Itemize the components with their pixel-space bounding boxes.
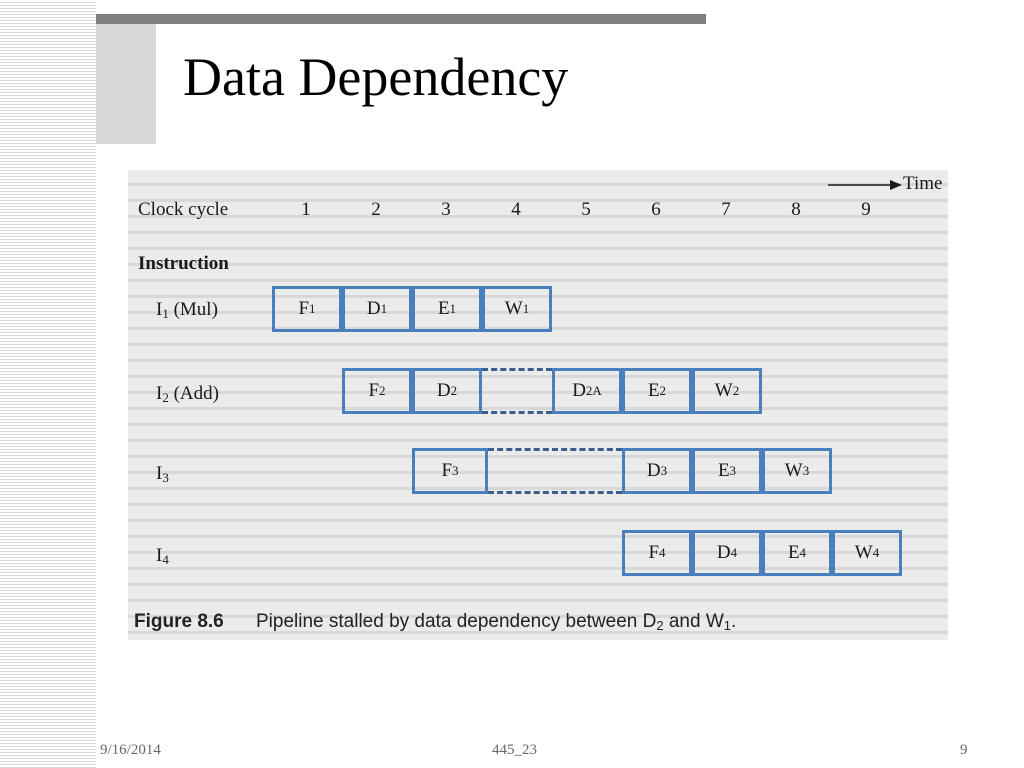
cycle-number: 7: [721, 199, 731, 220]
cycle-number: 4: [511, 199, 521, 220]
stage-box-w4: W 4: [832, 530, 902, 576]
stall-dash-bottom: [488, 491, 622, 494]
decorative-gray-block: [96, 14, 156, 144]
instruction-label-i2: $I_2$ (Add): [156, 383, 219, 405]
stage-box-e4: E 4: [762, 530, 832, 576]
stage-box-f2: F 2: [342, 368, 412, 414]
cycle-number: 3: [441, 199, 451, 220]
cycle-number: 1: [301, 199, 311, 220]
pipeline-figure: [128, 170, 948, 640]
stage-box-d3: D 3: [622, 448, 692, 494]
cycle-number: 5: [581, 199, 591, 220]
cycle-number: 2: [371, 199, 381, 220]
cycle-number: 8: [791, 199, 801, 220]
stage-box-d2: D 2: [412, 368, 482, 414]
figure-caption-label: Figure 8.6: [134, 611, 224, 632]
footer-page-number: 9: [960, 742, 968, 758]
stage-box-d1: D 1: [342, 286, 412, 332]
stage-box-d4: D 4: [692, 530, 762, 576]
cycle-number: 9: [861, 199, 871, 220]
footer-date: 9/16/2014: [100, 742, 161, 758]
stage-box-w2: W 2: [692, 368, 762, 414]
stage-box-f3: F 3: [412, 448, 488, 494]
slide-title: Data Dependency: [183, 47, 569, 107]
figure-caption-text: Pipeline stalled by data dependency between $D_2$ and $W_1$.: [256, 611, 737, 633]
decorative-stripes: [0, 0, 96, 768]
stage-box-f1: F 1: [272, 286, 342, 332]
instruction-header: Instruction: [138, 253, 229, 274]
time-label: Time: [903, 173, 943, 194]
stage-box-e2: E 2: [622, 368, 692, 414]
cycle-number: 6: [651, 199, 661, 220]
instruction-label-i3: $I_3$: [156, 463, 169, 485]
decorative-top-bar: [96, 14, 706, 24]
clock-cycle-label: Clock cycle: [138, 199, 229, 220]
instruction-label-i4: $I_4$: [156, 545, 169, 567]
stall-dash-bottom: [482, 411, 552, 414]
stage-box-w1: W 1: [482, 286, 552, 332]
stall-dash-top: [488, 448, 622, 451]
stage-box-f4: F 4: [622, 530, 692, 576]
stage-box-w3: W 3: [762, 448, 832, 494]
instruction-label-i1: $I_1$ (Mul): [156, 299, 218, 321]
time-arrow: [828, 176, 908, 192]
footer-course: 445_23: [492, 742, 537, 758]
stage-box-d2a: D 2A: [552, 368, 622, 414]
stage-box-e3: E 3: [692, 448, 762, 494]
stall-dash-top: [482, 368, 552, 371]
stage-box-e1: E 1: [412, 286, 482, 332]
